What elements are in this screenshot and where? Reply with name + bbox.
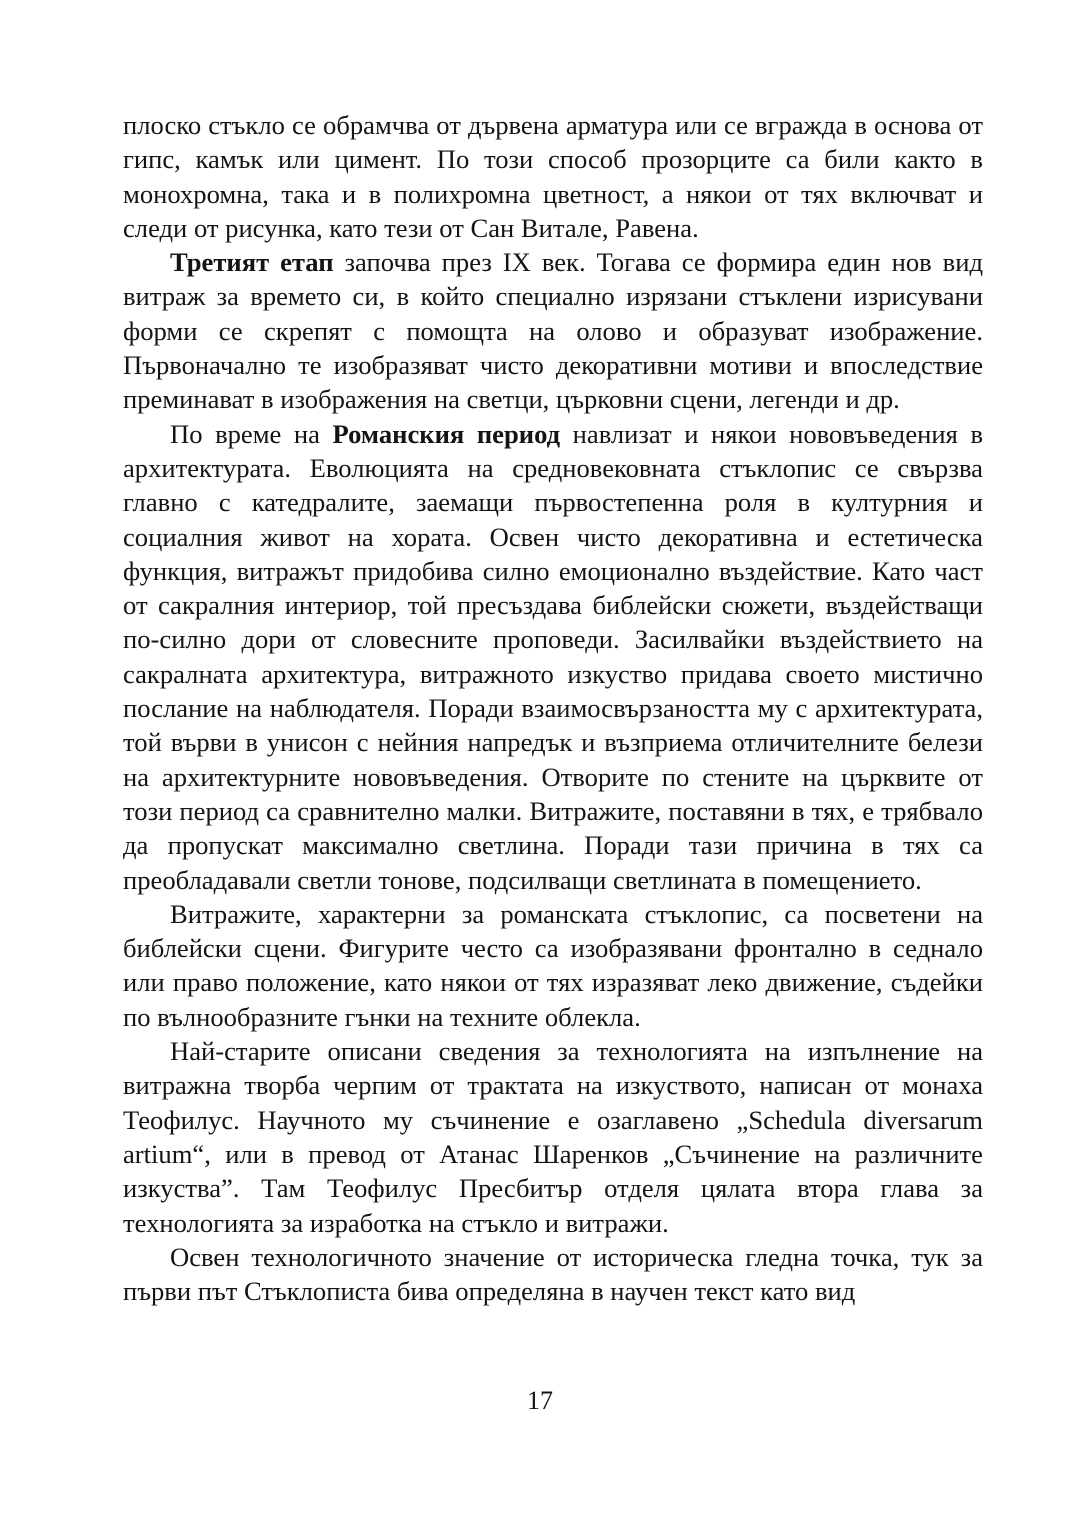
document-page — [123, 108, 983, 1308]
bold-term-romanesque-period: Романския период — [332, 418, 561, 449]
paragraph — [123, 417, 983, 897]
paragraph-text: започва през IX век. Тогава се формира един нов вид витраж за времето си, в който специално изрязани стъклени изрисувани форми се скрепят с помощта на олово и образуват изображение. Първоначално те изобразяват чисто декоративни мотиви и впоследствие преминават в изображения на светци, църковни сцени, легенди и др. — [123, 247, 983, 415]
paragraph-text: Освен технологичното значение от историческа гледна точка, тук за първи път Стъклописта бива определяна в научен текст като вид — [123, 1241, 983, 1307]
paragraph — [123, 1034, 983, 1240]
paragraph — [123, 245, 983, 416]
paragraph-text: Витражите, характерни за романската стъклопис, са посветени на библейски сцени. Фигурите често са изобразявани фронтално в седнало или право положение, като някои от тях изразяват леко движение, съдейки по вълнообразните гънки на техните облекла. — [123, 898, 983, 1032]
paragraph-text: По време на — [170, 418, 333, 449]
paragraph-text: Най-старите описани сведения за технологията на изпълнение на витражна творба черпим от трактата на изкуството, написан от монаха Теофилус. Научното му съчинение е озаглавено „Schedula diversarum artium“, или в превод от Атанас Шаренков „Съчинение на различните изкуства”. Там Теофилус Пресбитър отделя цялата втора глава за технологията за изработка на стъкло и витражи. — [123, 1036, 983, 1238]
paragraph-text: навлизат и някои нововъведения в архитектурата. Еволюцията на средновековната стъклопис се свързва главно с катедралите, заемащи първостепенна роля в културния и социалния живот на хората. Освен чисто декоративна и естетическа функция, витражът придобива силно емоционално въздействие. Като част от сакралния интериор, той пресъздава библейски сюжети, въздействащи по-силно дори от словесните проповеди. Засилвайки въздействието на сакралната архитектура, витражното изкуство придава своето мистично послание на наблюдателя. Поради взаимосвързаността му с архитектурата, той върви в унисон с нейния напредък и възприема отличителните белези на архитектурните нововъведения. Отворите по стените на църквите от този период са сравнително малки. Витражите, поставяни в тях, е трябвало да пропускат максимално светлина. Поради тази причина в тях са преобладавали светли тонове, подсилващи светлината в помещението. — [123, 418, 983, 895]
bold-term-third-stage: Третият етап — [170, 247, 334, 278]
paragraph-text: плоско стъкло се обрамчва от дървена арматура или се вгражда в основа от гипс, камък или цимент. По този способ прозорците са били както в монохромна, така и в полихромна цветност, а някои от тях включват и следи от рисунка, като тези от Сан Витале, Равена. — [123, 110, 983, 243]
paragraph — [123, 1240, 983, 1309]
paragraph — [123, 897, 983, 1034]
paragraph — [123, 108, 983, 245]
page-number: 17 — [527, 1386, 553, 1415]
